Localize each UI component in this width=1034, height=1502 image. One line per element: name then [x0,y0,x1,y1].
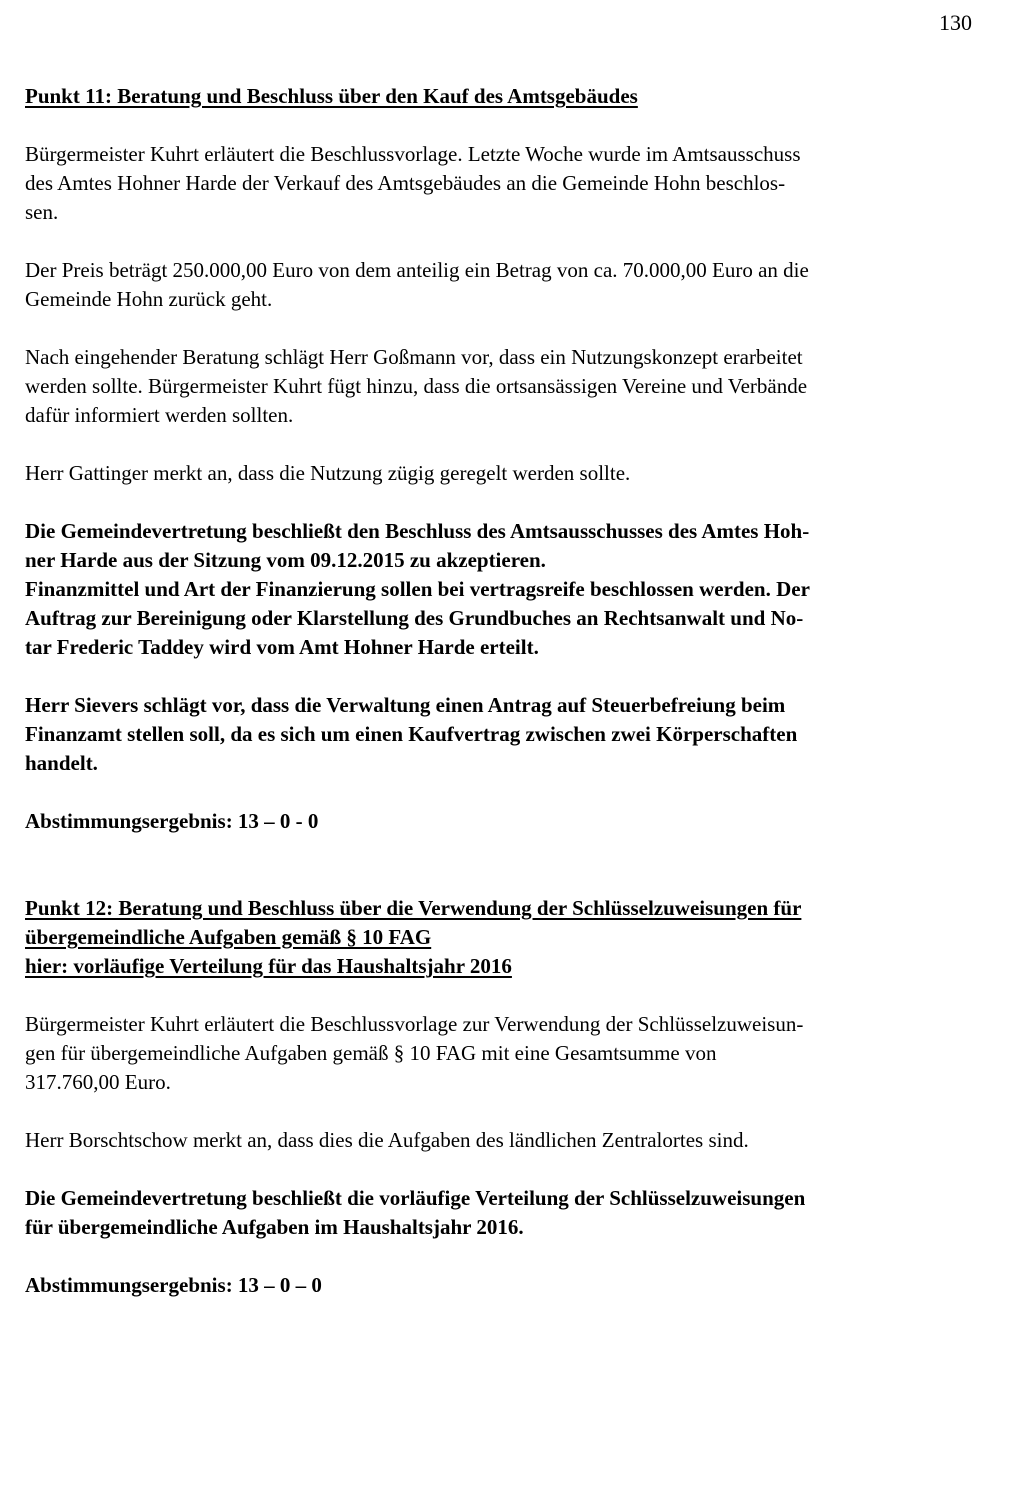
text-line: 317.760,00 Euro. [25,1070,171,1094]
paragraph-tax-proposal [25,691,970,778]
text-line: Abstimmungsergebnis: 13 – 0 – 0 [25,1273,322,1297]
paragraph-price [25,256,970,314]
text-line: Finanzamt stellen soll, da es sich um einen Kaufvertrag zwischen zwei Körperschaften [25,722,798,746]
text-line: Herr Gattinger merkt an, dass die Nutzung zügig geregelt werden sollte. [25,461,631,485]
text-line: für übergemeindliche Aufgaben im Haushaltsjahr 2016. [25,1215,524,1239]
agenda-item-11 [25,82,970,836]
text-line: Gemeinde Hohn zurück geht. [25,287,273,311]
heading-line: übergemeindliche Aufgaben gemäß § 10 FAG [25,925,432,949]
document-body [25,82,970,1300]
paragraph-explanation [25,140,970,227]
paragraph-remark [25,459,970,488]
agenda-item-heading [25,894,970,981]
text-line: handelt. [25,751,98,775]
text-line: ner Harde aus der Sitzung vom 09.12.2015 zu akzeptieren. [25,548,546,572]
paragraph-resolution [25,1184,970,1242]
vote-result [25,807,970,836]
vote-result [25,1271,970,1300]
text-line: Herr Sievers schlägt vor, dass die Verwaltung einen Antrag auf Steuerbefreiung beim [25,693,786,717]
heading-line: Punkt 12: Beratung und Beschluss über die Verwendung der Schlüsselzuweisungen für [25,896,802,920]
text-line: Bürgermeister Kuhrt erläutert die Beschlussvorlage. Letzte Woche wurde im Amtsausschuss [25,142,801,166]
heading-line: Punkt 11: Beratung und Beschluss über den Kauf des Amtsgebäudes [25,84,638,108]
paragraph-discussion [25,343,970,430]
text-line: tar Frederic Taddey wird vom Amt Hohner Harde erteilt. [25,635,539,659]
heading-line: hier: vorläufige Verteilung für das Haushaltsjahr 2016 [25,954,512,978]
text-line: gen für übergemeindliche Aufgaben gemäß § 10 FAG mit eine Gesamtsumme von [25,1041,717,1065]
paragraph-remark [25,1126,970,1155]
text-line: Die Gemeindevertretung beschließt den Beschluss des Amtsausschusses des Amtes Hoh- [25,519,810,543]
paragraph-explanation [25,1010,970,1097]
text-line: Die Gemeindevertretung beschließt die vorläufige Verteilung der Schlüsselzuweisungen [25,1186,806,1210]
text-line: sen. [25,200,59,224]
text-line: Abstimmungsergebnis: 13 – 0 - 0 [25,809,319,833]
text-line: des Amtes Hohner Harde der Verkauf des Amtsgebäudes an die Gemeinde Hohn beschlos- [25,171,786,195]
paragraph-resolution [25,517,970,662]
text-line: Finanzmittel und Art der Finanzierung sollen bei vertragsreife beschlossen werden. Der [25,577,810,601]
page-number: 130 [939,10,972,35]
agenda-item-12 [25,894,970,1300]
text-line: werden sollte. Bürgermeister Kuhrt fügt hinzu, dass die ortsansässigen Vereine und Verbände [25,374,808,398]
text-line: Herr Borschtschow merkt an, dass dies die Aufgaben des ländlichen Zentralortes sind. [25,1128,749,1152]
text-line: Auftrag zur Bereinigung oder Klarstellung des Grundbuches an Rechtsanwalt und No- [25,606,804,630]
text-line: Der Preis beträgt 250.000,00 Euro von dem anteilig ein Betrag von ca. 70.000,00 Euro an die [25,258,809,282]
text-line: Nach eingehender Beratung schlägt Herr Goßmann vor, dass ein Nutzungskonzept erarbeitet [25,345,803,369]
text-line: dafür informiert werden sollten. [25,403,294,427]
text-line: Bürgermeister Kuhrt erläutert die Beschlussvorlage zur Verwendung der Schlüsselzuweisun- [25,1012,804,1036]
agenda-item-heading [25,82,970,111]
